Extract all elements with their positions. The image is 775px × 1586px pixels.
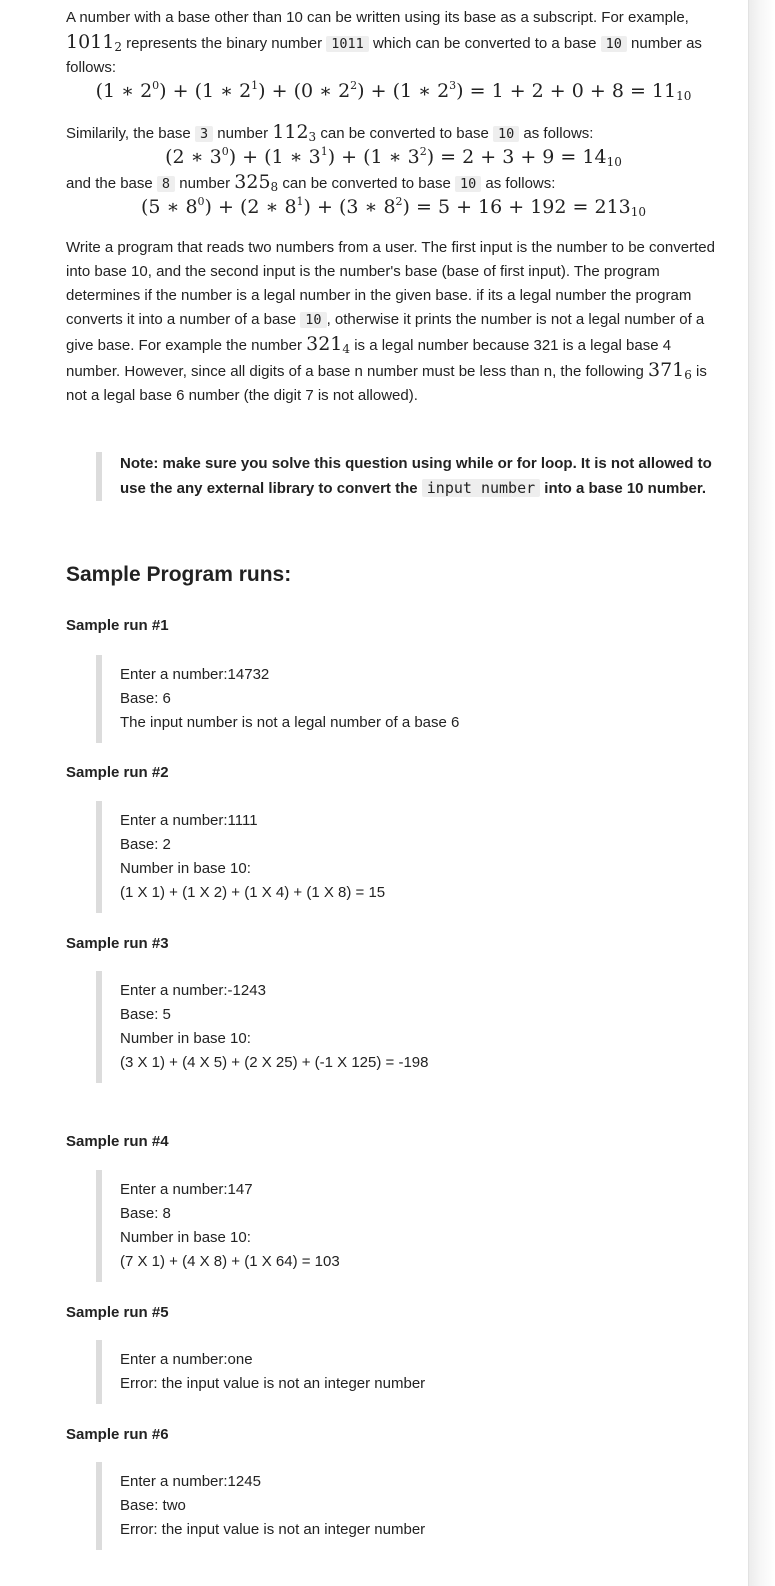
- inline-code: 8: [157, 176, 175, 192]
- equation-base8: (5 ∗ $8^0) + (2$ ∗ $8^1) + (3$ ∗ $8^2) = 5 + 16 + 192 = 213_{10}$: [140, 195, 647, 219]
- output-line: The input number is not a legal number of a base 6: [120, 714, 460, 731]
- equation-binary: (1 ∗ $2^0) + (1$ ∗ $2^1) + (0$ ∗ $2^2) + (1$ ∗ $2^3) = 1 + 2 + 0 + 8 = 11_{10}$: [95, 79, 692, 103]
- equation-base3: (2 ∗ $3^0) + (1$ ∗ $3^1) + (1$ ∗ $3^2) = 2 + 3 + 9 = 14_{10}$: [165, 145, 622, 169]
- inline-code: 10: [300, 312, 326, 328]
- run-title: Sample run #6: [66, 1426, 169, 1443]
- output-line: Base: 6: [120, 690, 171, 707]
- run-output: [96, 655, 718, 743]
- run-output: [96, 971, 718, 1083]
- output-line: Base: 5: [120, 1006, 171, 1023]
- output-line: Number in base 10:: [120, 1030, 251, 1047]
- output-line: Number in base 10:: [120, 860, 251, 877]
- output-line: Enter a number:1245: [120, 1473, 261, 1490]
- run-title: Sample run #4: [66, 1133, 169, 1150]
- output-line: (1 X 1) + (1 X 2) + (1 X 4) + (1 X 8) = 15: [120, 884, 386, 901]
- inline-math-371-base6: $371_6$: [647, 359, 692, 382]
- output-line: Error: the input value is not an integer number: [120, 1375, 426, 1392]
- inline-math-base8: $325_8$: [234, 171, 279, 194]
- run-output: [96, 801, 718, 913]
- intro-paragraph-1: A number with a base other than 10 can be written using its base as a subscript. For example, $1011_2$ represents the binary number 1011 which can be converted to a base 10 number as follows:: [66, 9, 702, 76]
- output-line: Error: the input value is not an integer number: [120, 1521, 426, 1538]
- output-line: Enter a number:-1243: [120, 982, 266, 999]
- output-line: (3 X 1) + (4 X 5) + (2 X 25) + (-1 X 125) = -198: [120, 1054, 429, 1071]
- intro-paragraph-2: Similarily, the base 3 number $112_3$ can be converted to base 10 as follows:: [66, 121, 594, 144]
- run-output: [96, 1462, 718, 1550]
- run-output: [96, 1340, 718, 1404]
- run-title: Sample run #3: [66, 935, 169, 952]
- inline-code: input number: [422, 479, 540, 497]
- section-title: Sample Program runs:: [66, 563, 292, 586]
- run-output: [96, 1170, 718, 1282]
- output-line: Number in base 10:: [120, 1229, 251, 1246]
- run-title: Sample run #1: [66, 617, 169, 634]
- intro-paragraph-3: and the base 8 number $325_8$ can be converted to base 10 as follows:: [66, 171, 556, 194]
- output-line: Base: 8: [120, 1205, 171, 1222]
- page-edge-shadow: [748, 0, 775, 1586]
- note-blockquote: Note: make sure you solve this question using while or for loop. It is not allowed to use the any external library to convert the input number into a base 10 number.: [96, 452, 718, 501]
- task-description: Write a program that reads two numbers from a user. The first input is the number to be converted into base 10, and the second input is the number's base (base of first input). The program determines if the number is a legal number in the given base. if its a legal number the program converts it into a number of a base 10 , otherwise it prints the number is not a legal number of a give base. For example the number $321_4$ is a legal number because 321 is a legal base 4 number. However, since all digits of a base n number must be less than n, the following $371_6$ is not a legal base 6 number (the digit 7 is not allowed).: [66, 239, 715, 404]
- inline-math-binary: $1011_2$: [66, 31, 122, 54]
- intro-text: A number with a base other than 10 can be written using its base as a subscript. For example,: [66, 9, 689, 26]
- output-line: Enter a number:1111: [120, 812, 258, 829]
- output-line: (7 X 1) + (4 X 8) + (1 X 64) = 103: [120, 1253, 340, 1270]
- inline-math-321-base4: $321_4$: [306, 333, 351, 356]
- output-line: Enter a number:one: [120, 1351, 253, 1368]
- inline-math-base3: $112_3$: [272, 121, 317, 144]
- inline-code: 10: [455, 176, 481, 192]
- inline-code: 10: [601, 36, 627, 52]
- output-line: Enter a number:147: [120, 1181, 253, 1198]
- output-line: Base: two: [120, 1497, 186, 1514]
- output-line: Enter a number:14732: [120, 666, 270, 683]
- inline-code: 10: [493, 126, 519, 142]
- inline-code: 3: [195, 126, 213, 142]
- run-title: Sample run #2: [66, 764, 169, 781]
- output-line: Base: 2: [120, 836, 171, 853]
- run-title: Sample run #5: [66, 1304, 169, 1321]
- inline-code: 1011: [326, 36, 369, 52]
